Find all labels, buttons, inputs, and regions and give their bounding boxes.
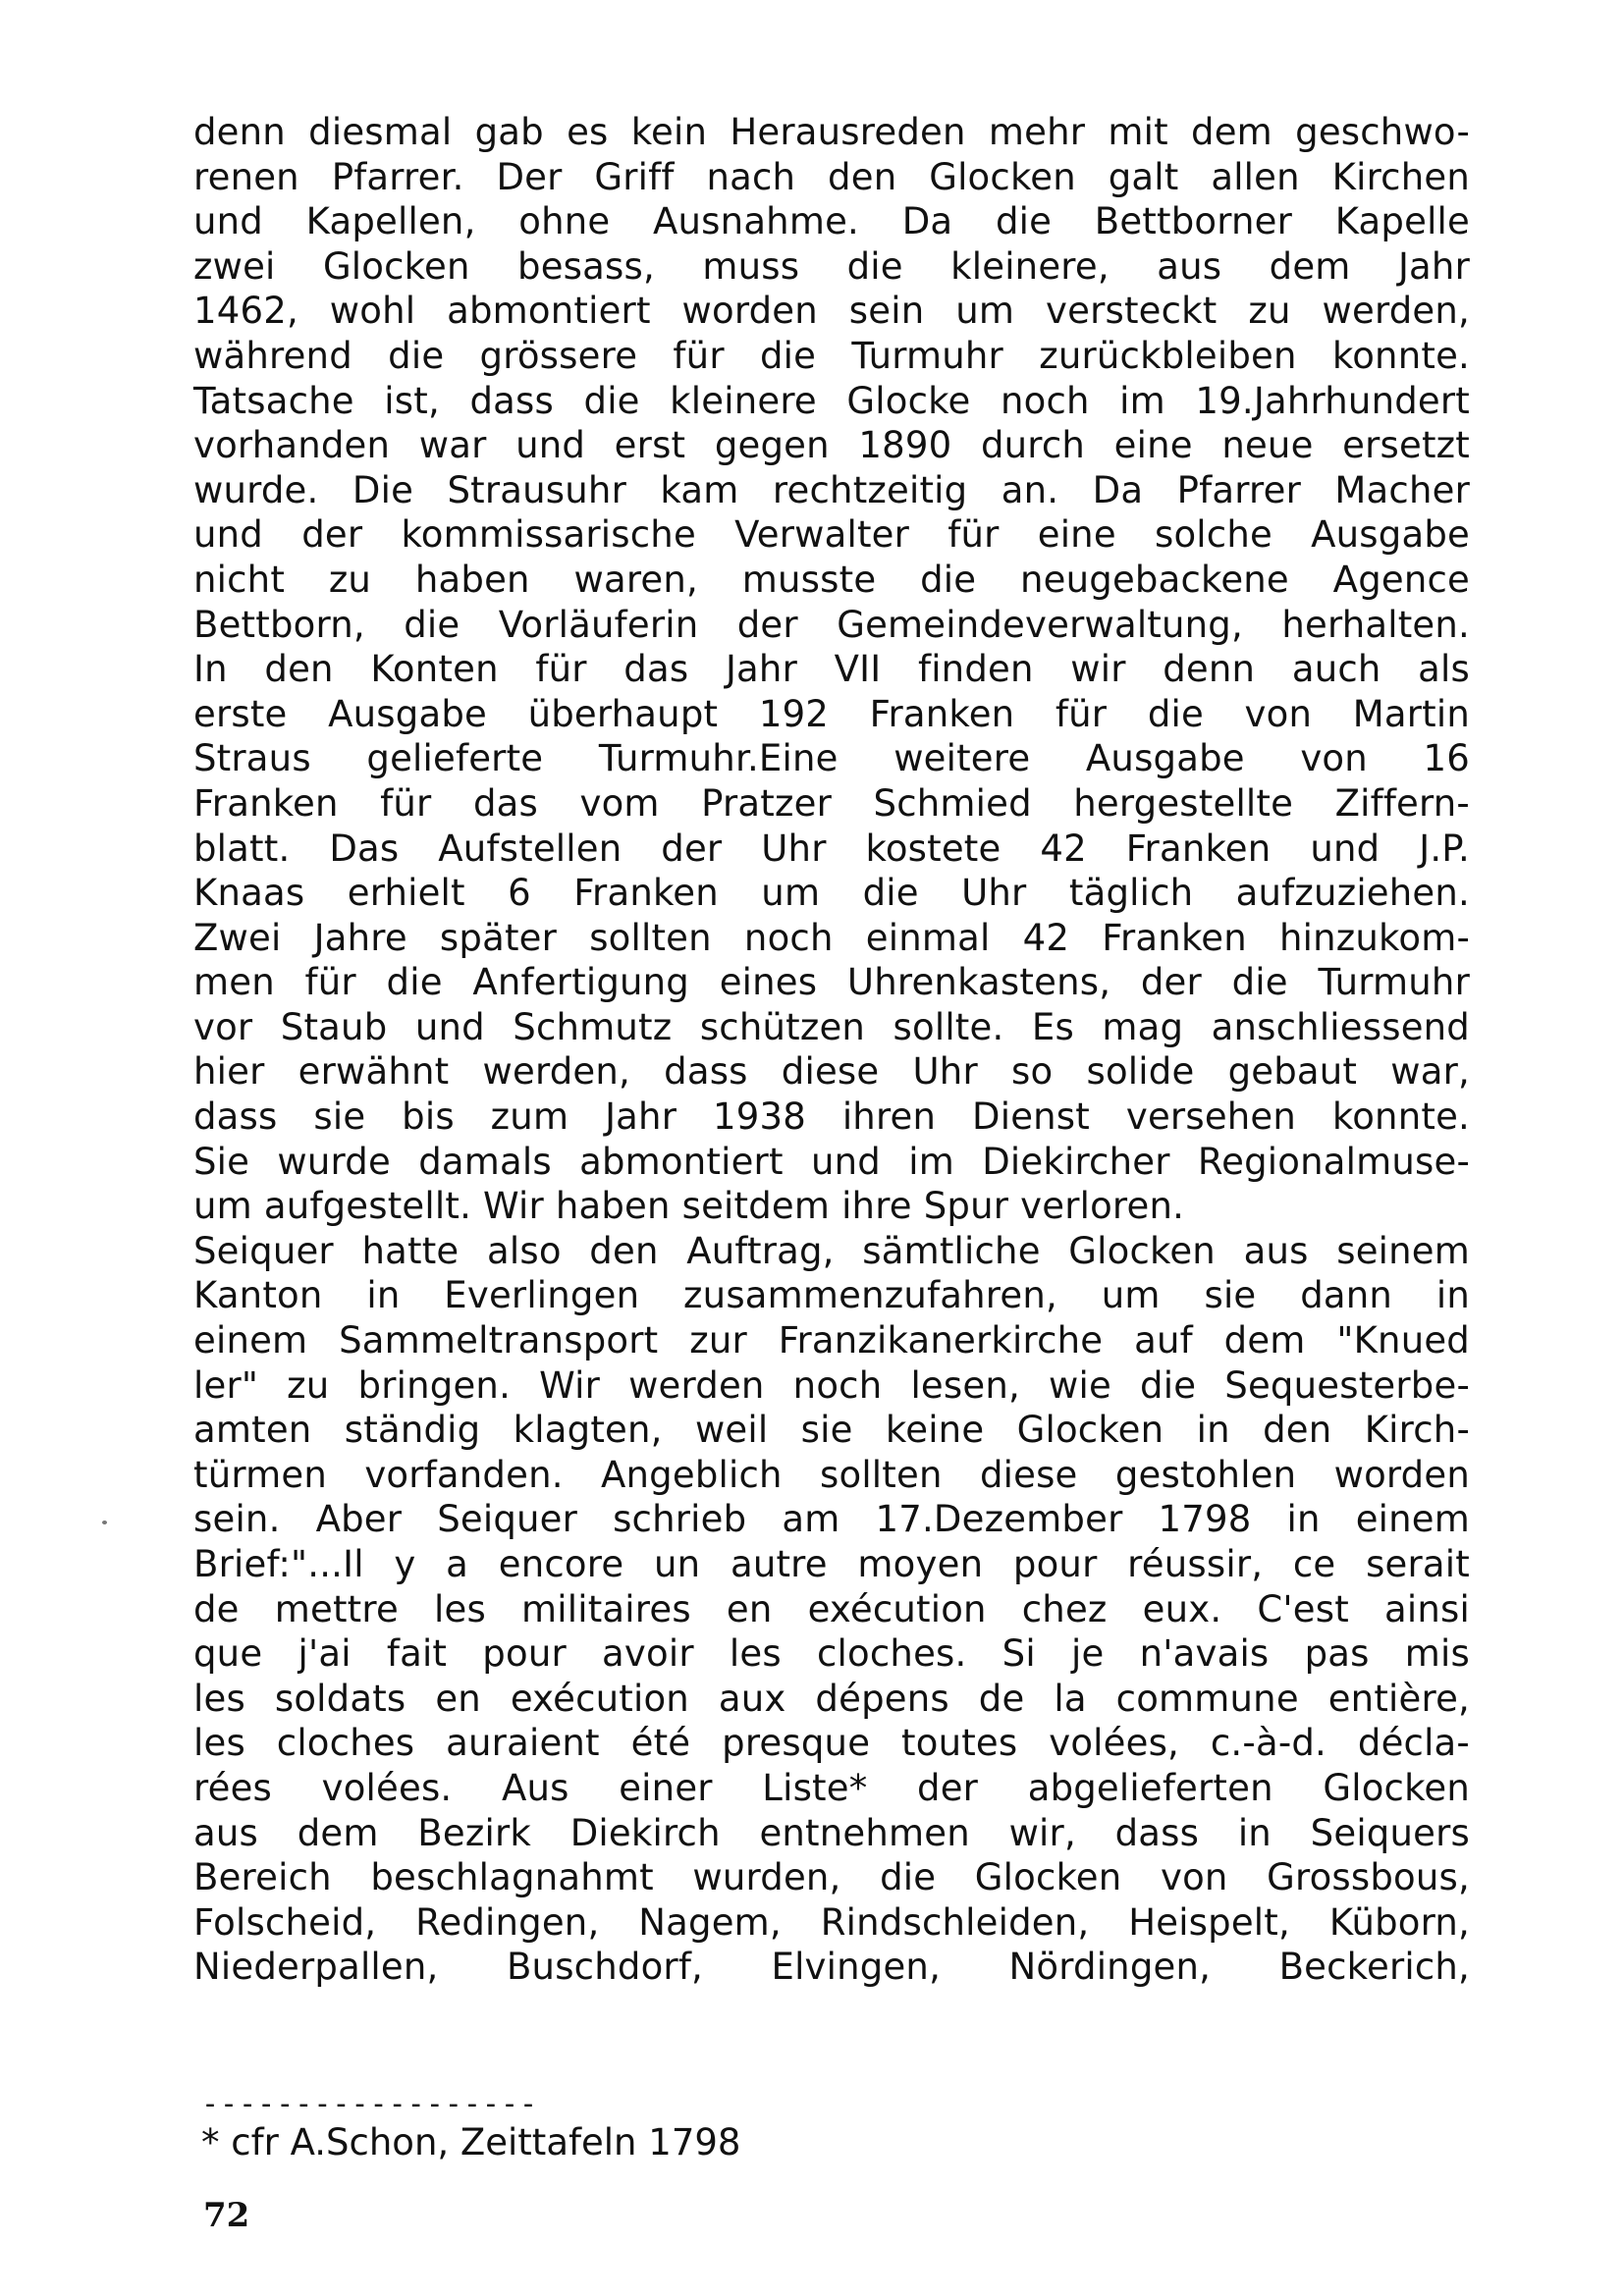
text-line: nicht zu haben waren, musste die neugebackene Agence	[193, 558, 1470, 601]
text-line: Brief:"...Il y a encore un autre moyen pour réussir, ce serait	[193, 1543, 1470, 1585]
scan-speck	[102, 1521, 107, 1524]
text-line: wurde. Die Strausuhr kam rechtzeitig an. Da Pfarrer Macher	[193, 468, 1470, 511]
text-line: 1462, wohl abmontiert worden sein um versteckt zu werden,	[193, 290, 1470, 333]
footnote-separator: ------------------	[201, 2087, 539, 2121]
text-line: que j'ai fait pour avoir les cloches. Si je n'avais pas mis	[193, 1632, 1470, 1676]
text-line: rées volées. Aus einer Liste* der abgelieferten Glocken	[193, 1766, 1470, 1809]
text-line: Bereich beschlagnahmt wurden, die Glocken von Grossbous,	[193, 1856, 1470, 1899]
text-line: und Kapellen, ohne Ausnahme. Da die Bettborner Kapelle	[193, 200, 1470, 243]
page-number: 72	[203, 2196, 250, 2235]
text-line: denn diesmal gab es kein Herausreden mehr mit dem geschwo-	[193, 111, 1470, 153]
text-line: Zwei Jahre später sollten noch einmal 42 Franken hinzukom-	[193, 916, 1470, 959]
text-line: während die grössere für die Turmuhr zurückbleiben konnte.	[193, 334, 1470, 377]
body-text	[193, 110, 1470, 1990]
text-line: Niederpallen, Buschdorf, Elvingen, Nördingen, Beckerich,	[193, 1946, 1470, 1989]
text-line: Folscheid, Redingen, Nagem, Rindschleiden, Heispelt, Küborn,	[193, 1900, 1470, 1944]
text-line: blatt. Das Aufstellen der Uhr kostete 42 Franken und J.P.	[193, 827, 1470, 870]
text-line: Knaas erhielt 6 Franken um die Uhr täglich aufzuziehen.	[193, 872, 1470, 915]
text-line: Franken für das vom Pratzer Schmied hergestellte Ziffern-	[193, 781, 1470, 825]
text-line: Bettborn, die Vorläuferin der Gemeindeverwaltung, herhalten.	[193, 603, 1470, 646]
text-line: einem Sammeltransport zur Franzikanerkirche auf dem "Knued	[193, 1319, 1470, 1362]
footnote: * cfr A.Schon, Zeittafeln 1798	[201, 2121, 741, 2163]
text-line: vor Staub und Schmutz schützen sollte. Es mag anschliessend	[193, 1005, 1470, 1048]
text-line: dass sie bis zum Jahr 1938 ihren Dienst versehen konnte.	[193, 1095, 1470, 1139]
text-line: Straus gelieferte Turmuhr.Eine weitere Ausgabe von 16	[193, 737, 1470, 780]
text-line: renen Pfarrer. Der Griff nach den Glocken galt allen Kirchen	[193, 155, 1470, 198]
text-line: In den Konten für das Jahr VII finden wir denn auch als	[193, 648, 1470, 691]
text-line: um aufgestellt. Wir haben seitdem ihre Spur verloren.	[193, 1185, 1185, 1228]
text-line: zwei Glocken besass, muss die kleinere, aus dem Jahr	[193, 244, 1470, 288]
text-line: Tatsache ist, dass die kleinere Glocke noch im 19.Jahrhundert	[193, 379, 1470, 422]
text-line: de mettre les militaires en exécution chez eux. C'est ainsi	[193, 1587, 1470, 1630]
text-line: men für die Anfertigung eines Uhrenkastens, der die Turmuhr	[193, 961, 1470, 1004]
text-line: vorhanden war und erst gegen 1890 durch eine neue ersetzt	[193, 424, 1470, 467]
text-line: amten ständig klagten, weil sie keine Glocken in den Kirch-	[193, 1409, 1470, 1452]
text-line: erste Ausgabe überhaupt 192 Franken für die von Martin	[193, 692, 1470, 735]
text-line: und der kommissarische Verwalter für eine solche Ausgabe	[193, 513, 1470, 557]
text-line: hier erwähnt werden, dass diese Uhr so solide gebaut war,	[193, 1050, 1470, 1094]
text-line: Seiquer hatte also den Auftrag, sämtliche Glocken aus seinem	[193, 1229, 1470, 1272]
text-line: les cloches auraient été presque toutes volées, c.-à-d. décla-	[193, 1722, 1470, 1765]
text-line: Sie wurde damals abmontiert und im Diekircher Regionalmuse-	[193, 1140, 1470, 1183]
text-line: türmen vorfanden. Angeblich sollten diese gestohlen worden	[193, 1453, 1470, 1496]
text-line: les soldats en exécution aux dépens de la commune entière,	[193, 1677, 1470, 1720]
text-line: aus dem Bezirk Diekirch entnehmen wir, dass in Seiquers	[193, 1811, 1470, 1854]
text-line: Kanton in Everlingen zusammenzufahren, um sie dann in	[193, 1274, 1470, 1317]
text-line: ler" zu bringen. Wir werden noch lesen, wie die Sequesterbe-	[193, 1363, 1470, 1407]
text-line: sein. Aber Seiquer schrieb am 17.Dezember 1798 in einem	[193, 1498, 1470, 1541]
